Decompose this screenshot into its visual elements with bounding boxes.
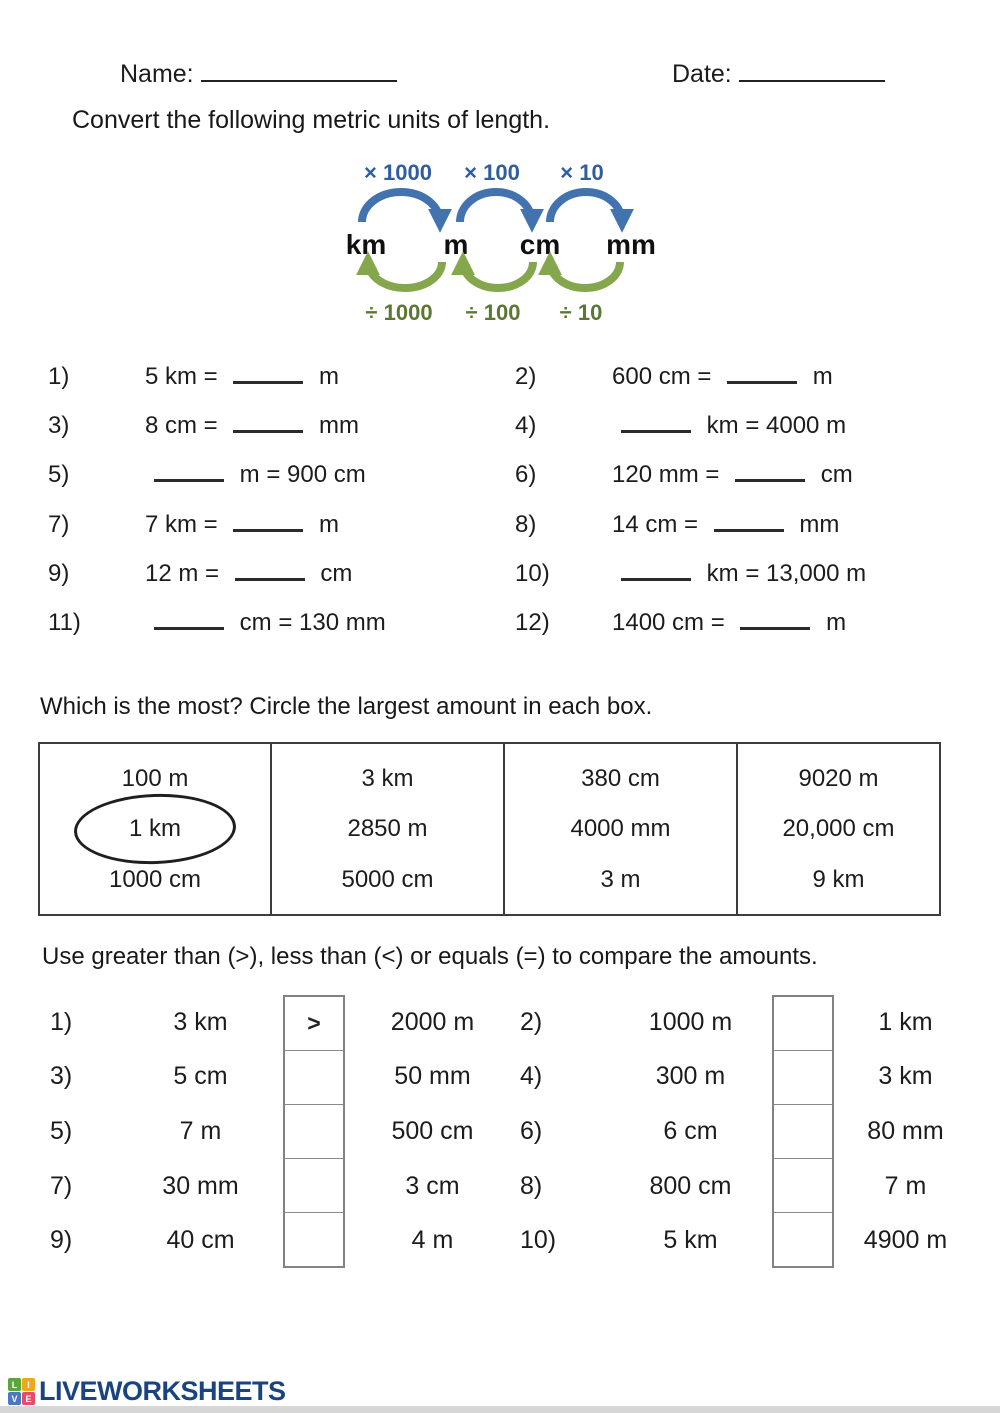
unit-cm-label: cm	[519, 229, 561, 260]
compare-value: 4 m	[411, 1226, 454, 1255]
compare-number: 4)	[520, 1062, 543, 1091]
question-text: 5 km = m	[145, 362, 340, 390]
question-row	[48, 598, 515, 647]
question-row	[48, 500, 515, 549]
comparison-answer-box[interactable]: >	[285, 997, 343, 1051]
table-cell-value[interactable]: 380 cm	[581, 764, 660, 792]
instruction-circle: Which is the most? Circle the largest amount in each box.	[40, 693, 653, 720]
compare-value: 4900 m	[863, 1226, 948, 1255]
compare-number: 10)	[520, 1226, 557, 1255]
compare-value: 2000 m	[390, 1007, 475, 1036]
table-column	[40, 744, 272, 914]
answer-blank[interactable]	[740, 627, 810, 630]
question-text: km = 4000 m	[612, 412, 846, 440]
question-text: 120 mm = cm	[612, 461, 853, 489]
question-text: 600 cm = m	[612, 362, 833, 390]
answer-blank[interactable]	[154, 627, 224, 630]
question-number: 9)	[48, 559, 70, 587]
question-row	[48, 401, 515, 450]
name-input-line[interactable]	[201, 80, 397, 82]
question-row	[515, 598, 968, 647]
question-number: 3)	[48, 411, 70, 439]
compare-number: 6)	[520, 1116, 543, 1145]
unit-conversion-diagram	[330, 150, 680, 330]
compare-value: 500 cm	[391, 1116, 474, 1145]
compare-number: 9)	[50, 1226, 73, 1255]
divide-10-label: ÷ 10	[559, 300, 603, 325]
compare-row	[0, 1159, 1000, 1214]
compare-value: 1000 m	[648, 1007, 733, 1036]
answer-blank[interactable]	[233, 381, 303, 384]
compare-row	[0, 1213, 1000, 1268]
compare-number: 3)	[50, 1062, 73, 1091]
compare-value: 80 mm	[867, 1116, 944, 1145]
compare-value: 800 cm	[649, 1171, 732, 1200]
answer-blank[interactable]	[727, 381, 797, 384]
date-input-line[interactable]	[739, 80, 885, 82]
compare-value: 40 cm	[166, 1226, 235, 1255]
table-cell-value[interactable]: 4000 mm	[570, 815, 671, 842]
question-row	[48, 451, 515, 500]
table-cell-value[interactable]: 100 m	[121, 764, 189, 792]
question-text: km = 13,000 m	[612, 560, 866, 588]
multiply-arrow-cm-mm	[550, 192, 622, 222]
question-text: m = 900 cm	[145, 461, 366, 489]
question-row	[515, 500, 968, 549]
compare-section	[0, 995, 1000, 1268]
table-cell-value[interactable]: 5000 cm	[341, 865, 434, 893]
compare-value: 5 km	[663, 1226, 718, 1255]
logo-tile-E: E	[22, 1392, 35, 1405]
logo-tile-L: L	[8, 1378, 21, 1391]
compare-number: 8)	[520, 1171, 543, 1200]
multiply-arrow-km-m	[362, 192, 440, 222]
table-cell-value[interactable]: 20,000 cm	[782, 815, 895, 842]
table-cell-value[interactable]: 3 km	[361, 764, 414, 792]
table-column	[738, 744, 939, 914]
instruction-convert: Convert the following metric units of length.	[72, 106, 551, 134]
answer-blank[interactable]	[233, 529, 303, 532]
compare-value: 6 cm	[663, 1116, 718, 1145]
answer-blank[interactable]	[621, 430, 691, 433]
table-cell-value[interactable]: 1000 cm	[108, 865, 202, 893]
liveworksheets-wordmark: LIVEWORKSHEETS	[39, 1376, 286, 1406]
compare-value: 300 m	[655, 1062, 726, 1091]
question-text: 8 cm = mm	[145, 411, 360, 439]
date-field	[672, 60, 885, 89]
question-row	[48, 549, 515, 598]
table-column	[505, 744, 738, 914]
questions-grid	[48, 352, 968, 648]
table-column	[272, 744, 505, 914]
page-bottom-edge	[0, 1406, 1000, 1413]
unit-mm-label: mm	[606, 229, 656, 260]
multiply-100-label: × 100	[464, 160, 520, 185]
compare-value: 7 m	[884, 1171, 927, 1200]
divide-1000-label: ÷ 1000	[365, 300, 433, 325]
question-number: 7)	[48, 510, 70, 538]
compare-value: 1 km	[878, 1007, 933, 1036]
compare-value: 3 km	[173, 1007, 228, 1036]
question-text: cm = 130 mm	[145, 609, 386, 637]
compare-value: 3 cm	[405, 1171, 460, 1200]
compare-row	[0, 995, 1000, 1050]
circled-answer[interactable]: 1 km	[123, 813, 187, 845]
compare-number: 5)	[50, 1116, 73, 1145]
compare-number: 1)	[50, 1007, 73, 1036]
compare-row	[0, 1050, 1000, 1105]
answer-blank[interactable]	[735, 479, 805, 482]
question-row	[515, 451, 968, 500]
instruction-compare: Use greater than (>), less than (<) or equals (=) to compare the amounts.	[42, 943, 818, 970]
table-cell-value[interactable]: 9020 m	[798, 764, 879, 792]
question-number: 2)	[515, 362, 537, 390]
question-number: 8)	[515, 510, 537, 538]
liveworksheets-logo	[8, 1376, 286, 1407]
circle-mark	[73, 791, 237, 867]
divide-arrow-mm-cm	[550, 262, 620, 288]
question-number: 1)	[48, 362, 70, 390]
question-number: 5)	[48, 461, 70, 489]
divide-arrow-m-km	[368, 262, 442, 288]
liveworksheets-icon	[8, 1378, 35, 1405]
question-text: 1400 cm = m	[612, 609, 847, 637]
name-field	[120, 60, 397, 89]
question-number: 6)	[515, 461, 537, 489]
answer-blank[interactable]	[154, 479, 224, 482]
compare-value: 3 km	[878, 1062, 933, 1091]
compare-number: 7)	[50, 1171, 73, 1200]
answer-blank[interactable]	[621, 578, 691, 581]
table-cell-value[interactable]: 9 km	[812, 865, 865, 893]
question-row	[48, 352, 515, 401]
table-cell-value[interactable]: 2850 m	[347, 815, 428, 842]
question-text: 7 km = m	[145, 510, 340, 538]
answer-blank[interactable]	[233, 430, 303, 433]
question-number: 11)	[48, 609, 81, 637]
multiply-1000-label: × 1000	[364, 160, 432, 185]
question-text: 14 cm = mm	[612, 510, 840, 538]
question-row	[515, 352, 968, 401]
question-number: 10)	[515, 559, 550, 587]
answer-blank[interactable]	[714, 529, 784, 532]
name-label: Name:	[120, 60, 194, 88]
date-label: Date:	[672, 60, 732, 88]
compare-value: 5 cm	[173, 1062, 228, 1091]
logo-tile-V: V	[8, 1392, 21, 1405]
question-row	[515, 401, 968, 450]
compare-number: 2)	[520, 1007, 543, 1036]
circle-table	[38, 742, 941, 916]
logo-tile-I: I	[22, 1378, 35, 1391]
unit-km-label: km	[345, 229, 387, 260]
multiply-10-label: × 10	[560, 160, 604, 185]
table-cell-value[interactable]: 3 m	[600, 865, 641, 893]
answer-blank[interactable]	[235, 578, 305, 581]
question-number: 4)	[515, 411, 537, 439]
multiply-arrow-m-cm	[460, 192, 532, 222]
compare-value: 30 mm	[162, 1171, 239, 1200]
divide-100-label: ÷ 100	[465, 300, 521, 325]
question-row	[515, 549, 968, 598]
question-text: 12 m = cm	[145, 559, 353, 587]
compare-value: 7 m	[179, 1116, 222, 1145]
question-number: 12)	[515, 609, 550, 637]
unit-m-label: m	[443, 229, 469, 260]
compare-value: 50 mm	[394, 1062, 471, 1091]
compare-row	[0, 1104, 1000, 1159]
divide-arrow-cm-m	[463, 262, 533, 288]
